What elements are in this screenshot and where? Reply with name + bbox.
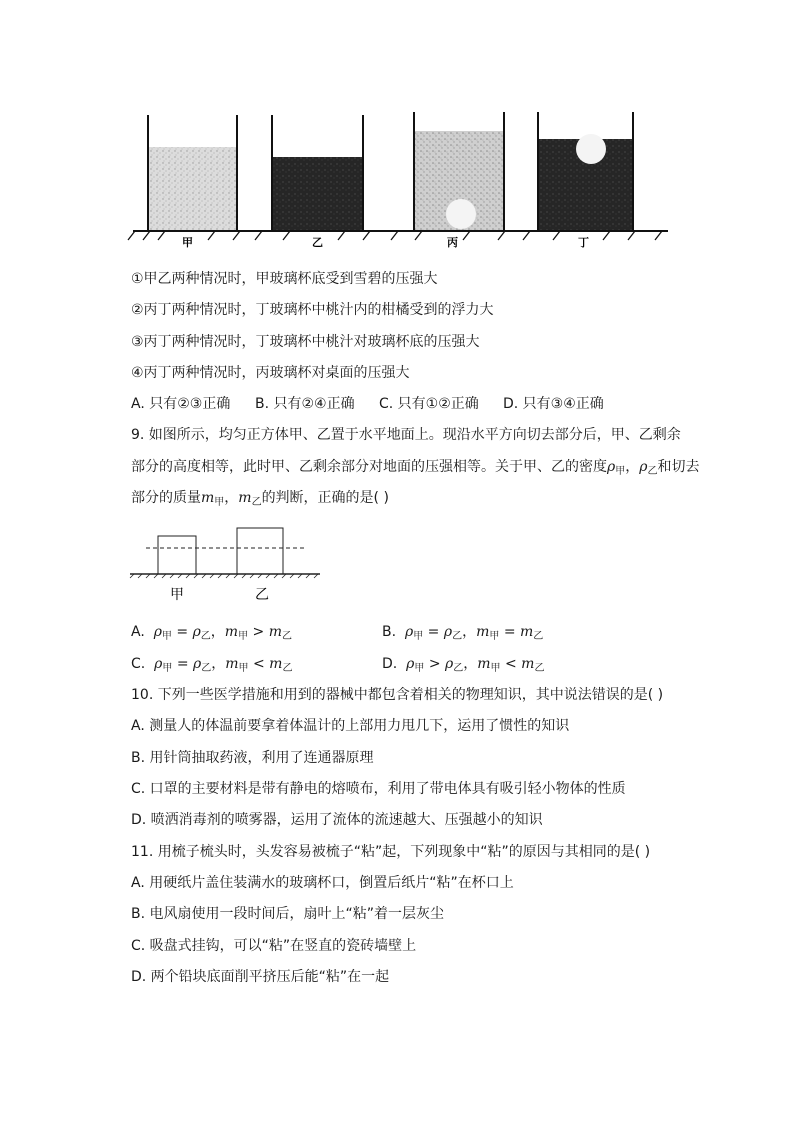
q8-options: [131, 395, 604, 413]
q9-option-d[interactable]: D. $\rho_甲 > \rho_乙$，$m_甲 < m_乙$: [382, 656, 545, 674]
orange-sunk: [446, 199, 476, 229]
q11-option-d[interactable]: D. 两个铅块底面削平挤压后能“粘”在一起: [131, 969, 390, 985]
statement-4: ④丙丁两种情况时，丙玻璃杯对桌面的压强大: [131, 365, 410, 381]
q8-option-d[interactable]: D. 只有③④正确: [503, 396, 604, 412]
cube-yi-label: 乙: [255, 587, 269, 602]
q8-option-c[interactable]: C. 只有①②正确: [379, 396, 479, 412]
figure-two-cubes: [128, 522, 328, 602]
q9-option-a[interactable]: A. $\rho_甲 = \rho_乙$，$m_甲 > m_乙$: [131, 624, 292, 642]
q9-stem-line1: 9. 如图所示，均匀正方体甲、乙置于水平地面上。现沿水平方向切去部分后，甲、乙剩余: [131, 427, 681, 443]
glass-ding: [538, 112, 633, 231]
q10-option-a[interactable]: A. 测量人的体温前要拿着体温计的上部用力甩几下，运用了惯性的知识: [131, 718, 570, 734]
statement-3: ③丙丁两种情况时，丁玻璃杯中桃汁对玻璃杯底的压强大: [131, 334, 480, 350]
glass-yi: [272, 115, 363, 231]
q9-stem-line2: 部分的高度相等，此时甲、乙剩余部分对地面的压强相等。关于甲、乙的密度$\rho_甲$，$\rho_乙$和切去: [131, 459, 700, 477]
label-yi: 乙: [312, 236, 323, 249]
glass-jia: [148, 115, 237, 231]
label-bing: 丙: [447, 236, 458, 249]
q11-option-b[interactable]: B. 电风扇使用一段时间后，扇叶上“粘”着一层灰尘: [131, 906, 445, 922]
figure-four-glasses: [0, 0, 794, 250]
q11-option-a[interactable]: A. 用硬纸片盖住装满水的玻璃杯口，倒置后纸片“粘”在杯口上: [131, 875, 514, 891]
q9-option-b[interactable]: B. $\rho_甲 = \rho_乙$，$m_甲 = m_乙$: [382, 624, 544, 642]
label-jia: 甲: [182, 236, 193, 249]
q10-option-d[interactable]: D. 喷洒消毒剂的喷雾器，运用了流体的流速越大、压强越小的知识: [131, 812, 543, 828]
cube-jia: [158, 536, 196, 574]
q10-option-c[interactable]: C. 口罩的主要材料是带有静电的熔喷布，利用了带电体具有吸引轻小物体的性质: [131, 781, 626, 797]
glass-bing: [414, 112, 504, 231]
statement-2: ②丙丁两种情况时，丁玻璃杯中桃汁内的柑橘受到的浮力大: [131, 302, 494, 318]
q9-option-c[interactable]: C. $\rho_甲 = \rho_乙$，$m_甲 < m_乙$: [131, 656, 293, 674]
statement-1: ①甲乙两种情况时，甲玻璃杯底受到雪碧的压强大: [131, 271, 438, 287]
cube-jia-label: 甲: [170, 587, 184, 602]
label-ding: 丁: [578, 236, 589, 249]
q10-stem: 10. 下列一些医学措施和用到的器械中都包含着相关的物理知识，其中说法错误的是( ): [131, 687, 664, 703]
orange-floating: [576, 134, 606, 164]
cube-yi: [237, 528, 283, 574]
q8-option-b[interactable]: B. 只有②④正确: [255, 396, 355, 412]
q11-option-c[interactable]: C. 吸盘式挂钩，可以“粘”在竖直的瓷砖墙壁上: [131, 938, 417, 954]
q11-stem: 11. 用梳子梳头时，头发容易被梳子“粘”起，下列现象中“粘”的原因与其相同的是( ): [131, 844, 651, 860]
q9-stem-line3: 部分的质量$m_甲$，$m_乙$的判断，正确的是( ): [131, 490, 389, 508]
q10-option-b[interactable]: B. 用针筒抽取药液，利用了连通器原理: [131, 750, 374, 766]
q8-option-a[interactable]: A. 只有②③正确: [131, 396, 231, 412]
